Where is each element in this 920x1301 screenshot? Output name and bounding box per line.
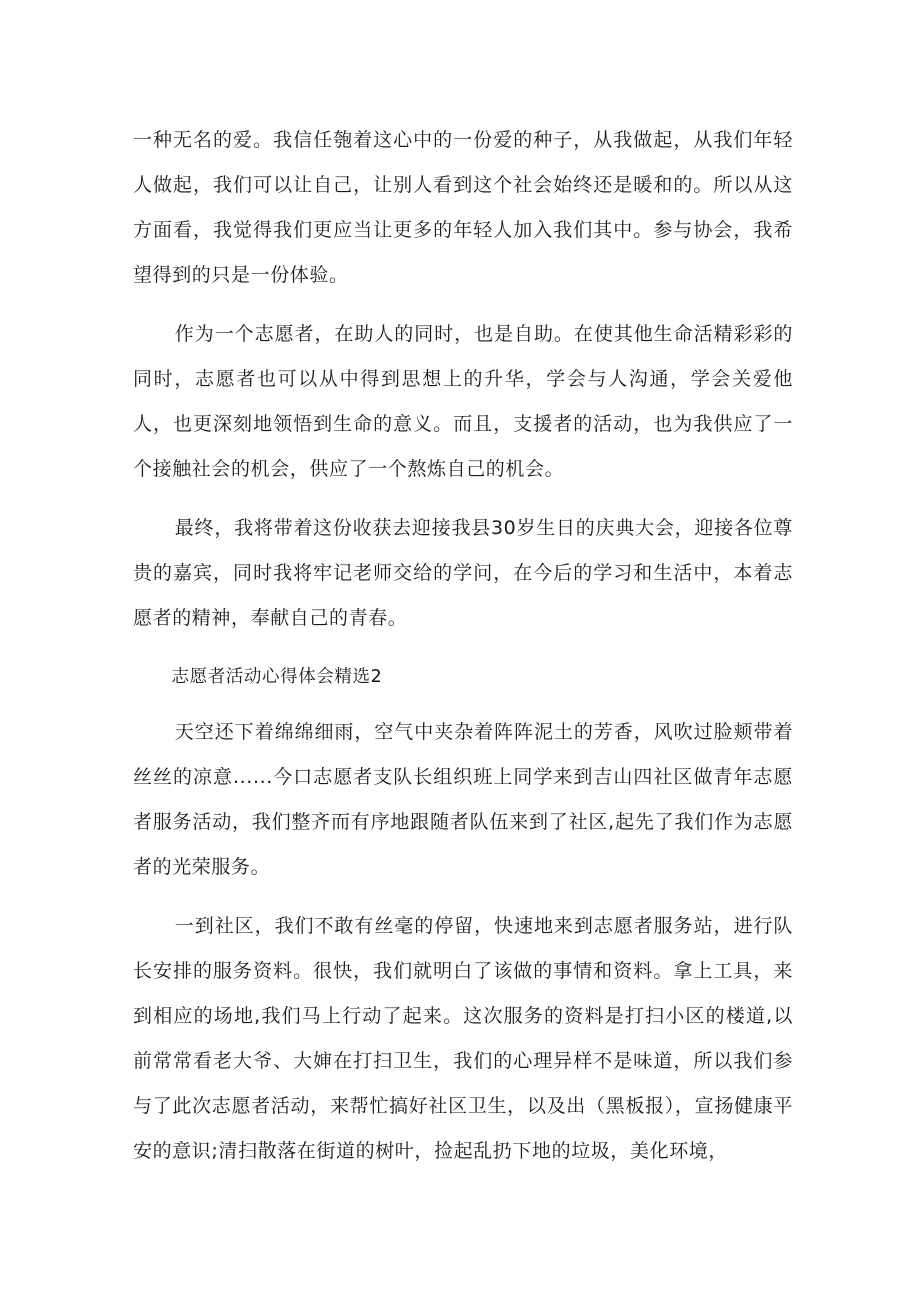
paragraph-3: 最终，我将带着这份收获去迎接我县30岁生日的庆典大会，迎接各位尊贵的嘉宾，同时我将牢记老师交给的学问，在今后的学习和生活中，本着志愿者的精神，奉献自己的青春。 [133, 517, 793, 629]
paragraph-1: 一种无名的爱。我信任匏着这心中的一份爱的种子，从我做起，从我们年轻人做起，我们可以让自己，让别人看到这个社会始终还是暖和的。所以从这方面看，我觉得我们更应当让更多的年轻人加入我们其中。参与协会，我希望得到的只是一份体验。 [133, 129, 793, 286]
section-heading: 志愿者活动心得体会精选2 [171, 667, 383, 687]
paragraph-2: 作为一个志愿者，在助人的同时，也是自助。在使其他生命活精彩彩的同时，志愿者也可以从中得到思想上的升华，学会与人沟通，学会关爱他人，也更深刻地领悟到生命的意义。而且，支援者的活动，也为我供应了一个接触社会的机会，供应了一个熬炼自己的机会。 [133, 323, 793, 480]
paragraph-5: 一到社区，我们不敢有丝毫的停留，快速地来到志愿者服务站，进行队长安排的服务资料。很快，我们就明白了该做的事情和资料。拿上工具，来到相应的场地,我们马上行动了起来。这次服务的资料是打扫小区的楼道,以前常常看老大爷、大婶在打扫卫生，我们的心理异样不是味道，所以我们参与了此次志愿者活动，来帮忙搞好社区卫生，以及出（黑板报），宣扬健康平安的意识;清扫散落在街道的树叶，捡起乱扔下地的垃圾，美化环境， [133, 915, 793, 1162]
document-body [133, 118, 793, 1188]
paragraph-4: 天空还下着绵绵细雨，空气中夹杂着阵阵泥土的芳香，风吹过脸颊带着丝丝的凉意......今口志愿者支队长组织班上同学来到吉山四社区做青年志愿者服务活动，我们整齐而有序地跟随者队伍来到了社区,起先了我们作为志愿者的光荣服务。 [133, 721, 793, 878]
